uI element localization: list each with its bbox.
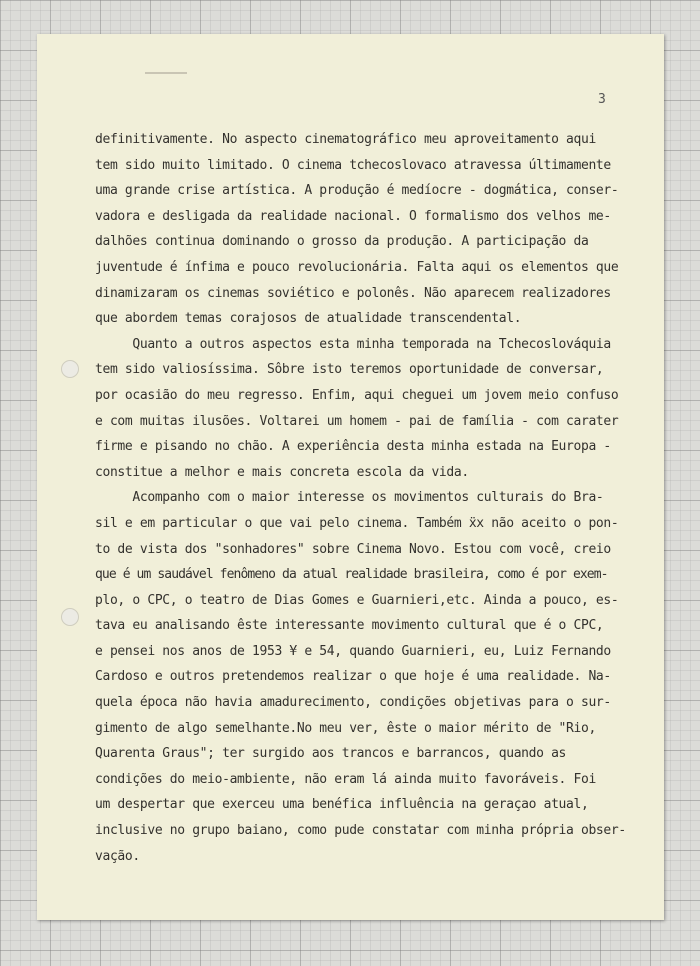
punch-hole-icon xyxy=(61,608,79,626)
document-page xyxy=(37,34,664,920)
text-line: juventude é ínfima e pouco revolucionária. Falta aqui os elementos que xyxy=(95,259,619,275)
text-line: uma grande crise artística. A produção é medíocre - dogmática, conser- xyxy=(95,183,619,199)
text-line: dalhões continua dominando o grosso da produção. A participação da xyxy=(95,234,589,250)
text-line: vadora e desligada da realidade nacional. O formalismo dos velhos me- xyxy=(95,208,611,224)
punch-hole-icon xyxy=(61,360,79,378)
text-line: gimento de algo semelhante.No meu ver, êste o maior mérito de "Rio, xyxy=(95,720,596,736)
text-line: firme e pisando no chão. A experiência desta minha estada na Europa - xyxy=(95,439,611,455)
text-line: Quanto a outros aspectos esta minha temporada na Tchecoslováquia xyxy=(95,336,611,352)
text-line: e pensei nos anos de 1953 ¥ e 54, quando Guarnieri, eu, Luiz Fernando xyxy=(95,643,611,659)
text-line: Acompanho com o maior interesse os movimentos culturais do Bra- xyxy=(95,490,604,506)
text-line: que é um saudável fenômeno da atual realidade brasileira, como é por exem- xyxy=(95,567,608,583)
text-line: dinamizaram os cinemas soviético e polonês. Não aparecem realizadores xyxy=(95,285,611,301)
text-line: condições do meio-ambiente, não eram lá ainda muito favoráveis. Foi xyxy=(95,771,596,787)
text-line: por ocasião do meu regresso. Enfim, aqui cheguei um jovem meio confuso xyxy=(95,387,619,403)
text-line: tem sido valiosíssima. Sôbre isto teremos oportunidade de conversar, xyxy=(95,362,604,378)
text-line: constitue a melhor e mais concreta escola da vida. xyxy=(95,464,469,480)
text-line: definitivamente. No aspecto cinematográfico meu aproveitamento aqui xyxy=(95,132,596,147)
text-line: Cardoso e outros pretendemos realizar o que hoje é uma realidade. Na- xyxy=(95,669,611,685)
text-line: inclusive no grupo baiano, como pude constatar com minha própria obser- xyxy=(95,823,626,839)
text-line: tava eu analisando êste interessante movimento cultural que é o CPC, xyxy=(95,618,604,634)
text-line: plo, o CPC, o teatro de Dias Gomes e Guarnieri,etc. Ainda a pouco, es- xyxy=(95,592,619,608)
text-line: um despertar que exerceu uma benéfica influência na geraçao atual, xyxy=(95,797,589,813)
text-line: to de vista dos "sonhadores" sobre Cinema Novo. Estou com você, creio xyxy=(95,541,611,557)
text-line: quela época não havia amadurecimento, condições objetivas para o sur- xyxy=(95,695,611,711)
text-line: vação. xyxy=(95,848,140,864)
body-text xyxy=(95,127,643,869)
text-line: e com muitas ilusões. Voltarei um homem - pai de família - com carater xyxy=(95,413,619,429)
page-number: 3 xyxy=(598,92,606,107)
text-line: que abordem temas corajosos de atualidade transcendental. xyxy=(95,311,522,327)
text-line: tem sido muito limitado. O cinema tchecoslovaco atravessa últimamente xyxy=(95,157,611,173)
text-line: Quarenta Graus"; ter surgido aos trancos e barrancos, quando as xyxy=(95,746,567,762)
text-line: sil e em particular o que vai pelo cinema. Também ẍx não aceito o pon- xyxy=(95,515,619,531)
pencil-mark xyxy=(145,72,187,74)
